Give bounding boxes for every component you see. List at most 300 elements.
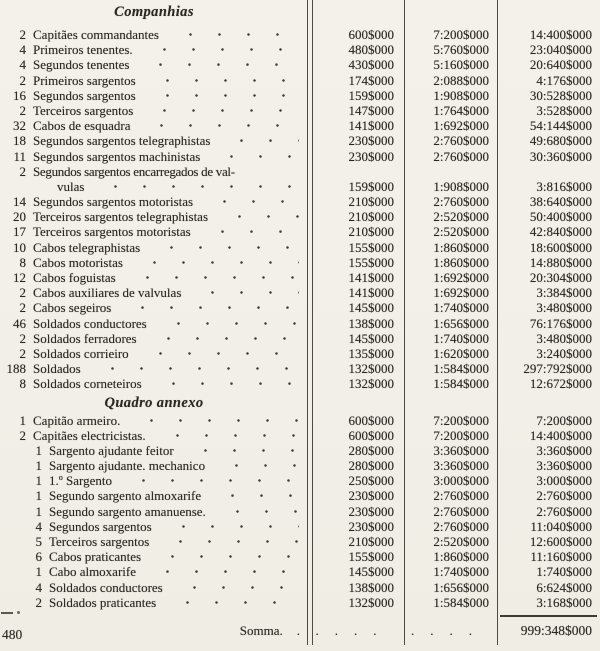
rank-cell	[0, 519, 308, 534]
table-row	[0, 270, 600, 285]
monthly-value: 230$000	[348, 518, 394, 534]
monthly-value: 132$000	[348, 594, 394, 610]
total-value: 7:200$000	[536, 412, 592, 428]
total-value: 3:816$000	[536, 178, 592, 194]
leader-dots	[129, 270, 299, 285]
total-value: 49:680$000	[529, 133, 592, 149]
rank-quantity: 4	[35, 518, 42, 534]
table-row	[0, 164, 600, 179]
rank-name: 1.º Sargento	[49, 473, 113, 489]
annual-value: 1:584$000	[433, 361, 489, 377]
annual-value: 1:740$000	[433, 564, 489, 580]
monthly-value: 210$000	[348, 534, 394, 549]
total-value: 20:640$000	[529, 57, 592, 73]
grand-total: 999:348$000	[520, 623, 592, 638]
margin-dash	[1, 612, 13, 614]
rank-name: Cabos telegraphistas	[33, 239, 141, 255]
rank-cell	[0, 376, 308, 391]
total-value: 42:840$000	[529, 224, 592, 240]
rank-name: Sargento ajudante. mechanico	[49, 458, 206, 474]
rank-quantity: 2	[19, 27, 26, 42]
total-value: 297:792$000	[523, 361, 592, 377]
rank-name: Cabos auxiliares de valvulas	[33, 285, 182, 301]
total-value	[497, 164, 600, 179]
table-row	[0, 564, 600, 579]
annual-value: 5:160$000	[433, 57, 489, 73]
leader-dots	[125, 473, 299, 488]
annual-value: 1:860$000	[433, 254, 489, 270]
rank-cell	[0, 285, 308, 300]
rank-cell	[0, 118, 308, 133]
annual-value	[404, 164, 497, 179]
rank-name: Cabos de esquadra	[33, 118, 131, 134]
annual-value: 7:200$000	[433, 427, 489, 443]
table-row	[0, 73, 600, 88]
monthly-value: 230$000	[348, 133, 394, 149]
monthly-value: 230$000	[348, 503, 394, 519]
rank-quantity: 2	[19, 427, 26, 443]
table-row	[0, 595, 600, 610]
leader-dots	[146, 42, 299, 57]
table-row	[0, 473, 600, 488]
rank-cell	[0, 413, 308, 428]
rank-quantity: 11	[13, 148, 26, 164]
rank-quantity: 1	[35, 488, 42, 504]
rank-name: Soldados ferradores	[33, 330, 137, 346]
rank-quantity: 16	[13, 87, 26, 103]
annual-value: 2:760$000	[433, 194, 489, 210]
rank-name: Segundos sargentos	[49, 518, 152, 534]
total-value: 2:760$000	[536, 488, 592, 504]
total-value: 11:040$000	[530, 518, 592, 534]
monthly-value: 210$000	[348, 209, 394, 225]
rank-cell	[0, 595, 308, 610]
rank-name: Soldados praticantes	[49, 594, 157, 610]
margin-dot	[17, 611, 20, 614]
rank-quantity: 4	[19, 57, 26, 73]
leader-dots	[149, 88, 299, 103]
table-row	[0, 316, 600, 331]
annual-value: 1:908$000	[433, 178, 489, 194]
rank-name: Segundos sargentos machinistas	[33, 148, 201, 164]
total-value: 14:400$000	[529, 427, 592, 443]
annual-value: 3:360$000	[433, 458, 489, 474]
rank-name: Segundos sargentos	[33, 87, 136, 103]
annual-value: 1:656$000	[433, 315, 489, 331]
table-row	[0, 240, 600, 255]
rank-name: Soldados corrieiro	[33, 345, 129, 361]
table-row	[0, 27, 600, 42]
table-row	[0, 133, 600, 148]
rank-quantity: 188	[6, 361, 26, 377]
rank-quantity: 46	[13, 315, 26, 331]
rank-quantity: 1	[35, 473, 42, 489]
rank-name: Cabos foguistas	[33, 270, 116, 285]
monthly-value: 138$000	[348, 315, 394, 331]
monthly-value: 145$000	[348, 330, 394, 346]
rank-cell	[0, 580, 308, 595]
table-row	[0, 428, 600, 443]
annual-value: 2:088$000	[433, 72, 489, 88]
rank-cell	[0, 255, 308, 270]
leader-dots	[204, 224, 299, 239]
rank-cell	[0, 240, 308, 255]
rank-cell	[0, 224, 308, 239]
leader-dots	[124, 300, 299, 315]
table-row	[0, 488, 600, 503]
leader-dots	[160, 316, 299, 331]
table-row	[0, 504, 600, 519]
leader-dot: .	[296, 623, 300, 638]
leader-dots	[94, 361, 299, 376]
total-value: 4:176$000	[536, 72, 592, 88]
annual-value: 3:000$000	[433, 473, 489, 489]
rank-quantity: 2	[19, 285, 26, 301]
table-row	[0, 255, 600, 270]
leader-dots	[146, 103, 299, 118]
rank-cell	[0, 194, 308, 209]
rank-cell	[0, 149, 308, 164]
leader-dots	[187, 443, 299, 458]
rank-name: Segundos sargentos encarregados de val-	[33, 163, 235, 179]
rank-quantity: 2	[19, 345, 26, 361]
rank-name: Cabos praticantes	[49, 549, 142, 565]
rank-cell	[0, 564, 308, 579]
rank-cell	[0, 179, 308, 194]
leader-dots	[194, 285, 299, 300]
table-row	[0, 103, 600, 118]
rank-cell	[0, 88, 308, 103]
annual-value: 2:760$000	[433, 133, 489, 149]
rank-quantity: 17	[13, 224, 26, 240]
table-row	[0, 42, 600, 57]
leader-dots	[206, 194, 299, 209]
table-row	[0, 376, 600, 391]
rank-name: Terceiros sargentos	[33, 102, 134, 118]
table-row	[0, 331, 600, 346]
annual-value: 1:908$000	[433, 87, 489, 103]
page-number: 480	[2, 627, 23, 642]
table-row	[0, 88, 600, 103]
leader-dots	[213, 149, 299, 164]
monthly-value: 600$000	[348, 427, 394, 443]
rank-quantity: 1	[35, 442, 42, 458]
table-row	[0, 443, 600, 458]
total-rule	[500, 615, 597, 617]
column-rule-right	[497, 0, 498, 645]
rank-quantity: 4	[19, 42, 26, 58]
monthly-value: 132$000	[348, 361, 394, 377]
rank-name: Soldados conductores	[49, 579, 163, 595]
monthly-value: 230$000	[348, 148, 394, 164]
annual-value: 1:740$000	[433, 300, 489, 316]
total-value: 30:360$000	[529, 148, 592, 164]
monthly-value: 250$000	[348, 473, 394, 489]
monthly-value: 430$000	[348, 57, 394, 73]
leader-dots	[136, 255, 299, 270]
total-value: 76:176$000	[529, 315, 592, 331]
rank-quantity: 14	[13, 194, 26, 210]
somma-dots-annual: ....	[411, 623, 488, 638]
total-value: 50:400$000	[529, 209, 592, 225]
column-rule-double-left	[307, 0, 308, 645]
rank-quantity: 2	[35, 594, 42, 610]
rank-quantity: 2	[19, 163, 26, 179]
annual-value: 2:760$000	[433, 503, 489, 519]
rank-cell	[0, 103, 308, 118]
rank-quantity	[2, 179, 26, 194]
annual-value: 3:360$000	[433, 442, 489, 458]
leader-dots	[150, 331, 299, 346]
monthly-value: 159$000	[348, 87, 394, 103]
rank-name: Soldados	[33, 361, 81, 377]
monthly-value: 280$000	[348, 458, 394, 474]
leader-dots	[149, 73, 299, 88]
rank-name: Capitão armeiro.	[33, 412, 121, 428]
total-value: 3:480$000	[536, 300, 592, 316]
leader-dots	[169, 595, 299, 610]
rank-quantity: 1	[35, 503, 42, 519]
table-row	[0, 194, 600, 209]
annual-value: 7:200$000	[433, 27, 489, 42]
total-value: 3:384$000	[536, 285, 592, 301]
total-value: 14:400$000	[529, 27, 592, 42]
table-row	[0, 458, 600, 473]
annual-value: 2:760$000	[433, 148, 489, 164]
monthly-value: 138$000	[348, 579, 394, 595]
rank-cell	[0, 534, 308, 549]
table-row	[0, 224, 600, 239]
rank-name: Terceiros sargentos	[49, 534, 150, 549]
rank-quantity: 8	[19, 376, 26, 392]
leader-dots	[218, 458, 299, 473]
rank-name: Capitães electricistas.	[33, 427, 146, 443]
table-row	[0, 346, 600, 361]
total-value: 3:528$000	[536, 102, 592, 118]
annual-value: 2:520$000	[433, 534, 489, 549]
leader-dots	[142, 346, 299, 361]
rank-quantity: 20	[13, 209, 26, 225]
rank-cell	[0, 133, 308, 148]
monthly-value: 132$000	[348, 376, 394, 392]
annual-value: 1:692$000	[433, 118, 489, 134]
total-value: 12:600$000	[529, 534, 592, 549]
rank-cell	[0, 164, 308, 179]
monthly-value: 145$000	[348, 300, 394, 316]
rank-cell	[0, 57, 308, 72]
rank-cell	[0, 488, 308, 503]
total-value: 3:000$000	[536, 473, 592, 489]
rank-name: Segundo sargento almoxarife	[49, 488, 202, 504]
leader-dots	[154, 549, 299, 564]
annual-value: 1:764$000	[433, 102, 489, 118]
table-row	[0, 285, 600, 300]
rank-name: vulas	[57, 178, 85, 194]
monthly-value: 145$000	[348, 564, 394, 580]
table-row	[0, 580, 600, 595]
rank-quantity: 32	[13, 118, 26, 134]
total-value: 18:600$000	[529, 239, 592, 255]
somma-dots-monthly: ....	[315, 623, 393, 638]
rank-quantity: 10	[13, 239, 26, 255]
rank-cell	[0, 346, 308, 361]
table-row	[0, 413, 600, 428]
rank-name: Cabo almoxarife	[49, 564, 136, 580]
monthly-value: 230$000	[348, 488, 394, 504]
rank-cell	[0, 443, 308, 458]
annual-value: 1:740$000	[433, 330, 489, 346]
total-value: 3:360$000	[536, 442, 592, 458]
monthly-value: 155$000	[348, 549, 394, 565]
monthly-value: 480$000	[348, 42, 394, 58]
annual-value: 7:200$000	[433, 412, 489, 428]
rank-name: Cabos motoristas	[33, 254, 123, 270]
rank-quantity: 12	[13, 270, 26, 285]
rank-cell	[0, 27, 308, 42]
rank-cell	[0, 428, 308, 443]
rank-name: Capitães commandantes	[33, 27, 159, 42]
total-value: 38:640$000	[529, 194, 592, 210]
total-value: 2:760$000	[536, 503, 592, 519]
rank-quantity: 1	[35, 458, 42, 474]
leader-dots	[162, 534, 299, 549]
monthly-value: 210$000	[348, 224, 394, 240]
table-row	[0, 549, 600, 564]
table-row	[0, 118, 600, 133]
annual-value: 1:860$000	[433, 239, 489, 255]
column-rule-double-right	[312, 0, 313, 645]
leader-dots	[133, 413, 299, 428]
monthly-value: 600$000	[348, 412, 394, 428]
rank-name: Segundos tenentes	[33, 57, 130, 73]
leader-dots	[142, 57, 299, 72]
total-value: 12:672$000	[529, 376, 592, 392]
monthly-value: 174$000	[348, 72, 394, 88]
table-row	[0, 519, 600, 534]
table-row	[0, 179, 600, 194]
rank-quantity: 2	[19, 300, 26, 316]
rank-name: Segundos sargentos motoristas	[33, 194, 194, 210]
leader-dots	[172, 27, 299, 42]
monthly-value: 159$000	[348, 178, 394, 194]
total-value: 3:480$000	[536, 330, 592, 346]
total-value: 11:160$000	[530, 549, 592, 565]
total-value: 14:880$000	[529, 254, 592, 270]
rank-quantity: 6	[35, 549, 42, 565]
section-heading: Companhias	[114, 4, 194, 20]
table-row	[0, 209, 600, 224]
total-value: 6:624$000	[536, 579, 592, 595]
monthly-value	[308, 164, 404, 179]
rank-quantity: 4	[35, 579, 42, 595]
somma-row	[0, 622, 600, 640]
rank-cell	[0, 504, 308, 519]
rank-name: Primeiros tenentes.	[33, 42, 133, 58]
rank-cell	[0, 549, 308, 564]
monthly-value: 280$000	[348, 442, 394, 458]
rank-name: Terceiros sargentos telegraphistas	[33, 209, 209, 225]
rank-cell	[0, 361, 308, 376]
leader-dots	[219, 504, 299, 519]
rank-quantity: 2	[19, 72, 26, 88]
rank-name: Segundos sargentos telegraphistas	[33, 133, 211, 149]
rank-quantity: 2	[19, 102, 26, 118]
somma-label-cell	[0, 622, 308, 640]
rank-cell	[0, 270, 308, 285]
rank-name: Terceiros sargentos motoristas	[33, 224, 191, 240]
monthly-value: 141$000	[348, 118, 394, 134]
monthly-value: 210$000	[348, 194, 394, 210]
rank-name: Cabos segeiros	[33, 300, 112, 316]
leader-dots	[149, 564, 299, 579]
column-rule-middle	[404, 0, 405, 645]
total-value: 23:040$000	[529, 42, 592, 58]
rank-cell	[0, 331, 308, 346]
total-value: 3:240$000	[536, 345, 592, 361]
rank-cell	[0, 42, 308, 57]
leader-dots	[97, 179, 299, 194]
monthly-value: 155$000	[348, 239, 394, 255]
rank-quantity: 5	[35, 534, 42, 549]
leader-dots	[153, 240, 299, 255]
rank-quantity: 1	[35, 564, 42, 580]
annual-value: 5:760$000	[433, 42, 489, 58]
rank-cell	[0, 73, 308, 88]
table-row	[0, 300, 600, 315]
monthly-value: 147$000	[348, 102, 394, 118]
somma-label: Somma.	[239, 623, 283, 638]
rank-name: Primeiros sargentos	[33, 72, 136, 88]
rank-name: Sargento ajudante feitor	[49, 442, 174, 458]
annual-value: 1:584$000	[433, 376, 489, 392]
leader-dots	[159, 428, 299, 443]
table-row	[0, 361, 600, 376]
rank-name: Segundo sargento amanuense.	[49, 503, 206, 519]
rank-name: Soldados conductores	[33, 315, 147, 331]
rank-cell	[0, 473, 308, 488]
monthly-value: 155$000	[348, 254, 394, 270]
rank-cell	[0, 316, 308, 331]
table-row	[0, 149, 600, 164]
rank-quantity: 18	[13, 133, 26, 149]
annual-value: 1:860$000	[433, 549, 489, 565]
leader-dots	[155, 376, 299, 391]
monthly-value: 135$000	[348, 345, 394, 361]
annual-value: 2:520$000	[433, 209, 489, 225]
table-row	[0, 57, 600, 72]
annual-value: 1:692$000	[433, 270, 489, 285]
table-row	[0, 534, 600, 549]
section-heading: Quadro annexo	[104, 394, 204, 411]
total-value: 54:144$000	[529, 118, 592, 134]
monthly-value: 600$000	[348, 27, 394, 42]
monthly-value: 141$000	[348, 270, 394, 285]
rank-quantity: 2	[19, 330, 26, 346]
leader-dots	[165, 519, 299, 534]
annual-value: 2:520$000	[433, 224, 489, 240]
annual-value: 2:760$000	[433, 488, 489, 504]
rank-quantity: 8	[19, 254, 26, 270]
rank-cell	[0, 458, 308, 473]
total-value: 3:360$000	[536, 458, 592, 474]
total-value: 30:528$000	[529, 87, 592, 103]
annual-value: 1:620$000	[433, 345, 489, 361]
leader-dots	[176, 580, 299, 595]
annual-value: 1:692$000	[433, 285, 489, 301]
rank-cell	[0, 300, 308, 315]
rank-cell	[0, 209, 308, 224]
leader-dots	[223, 133, 299, 148]
